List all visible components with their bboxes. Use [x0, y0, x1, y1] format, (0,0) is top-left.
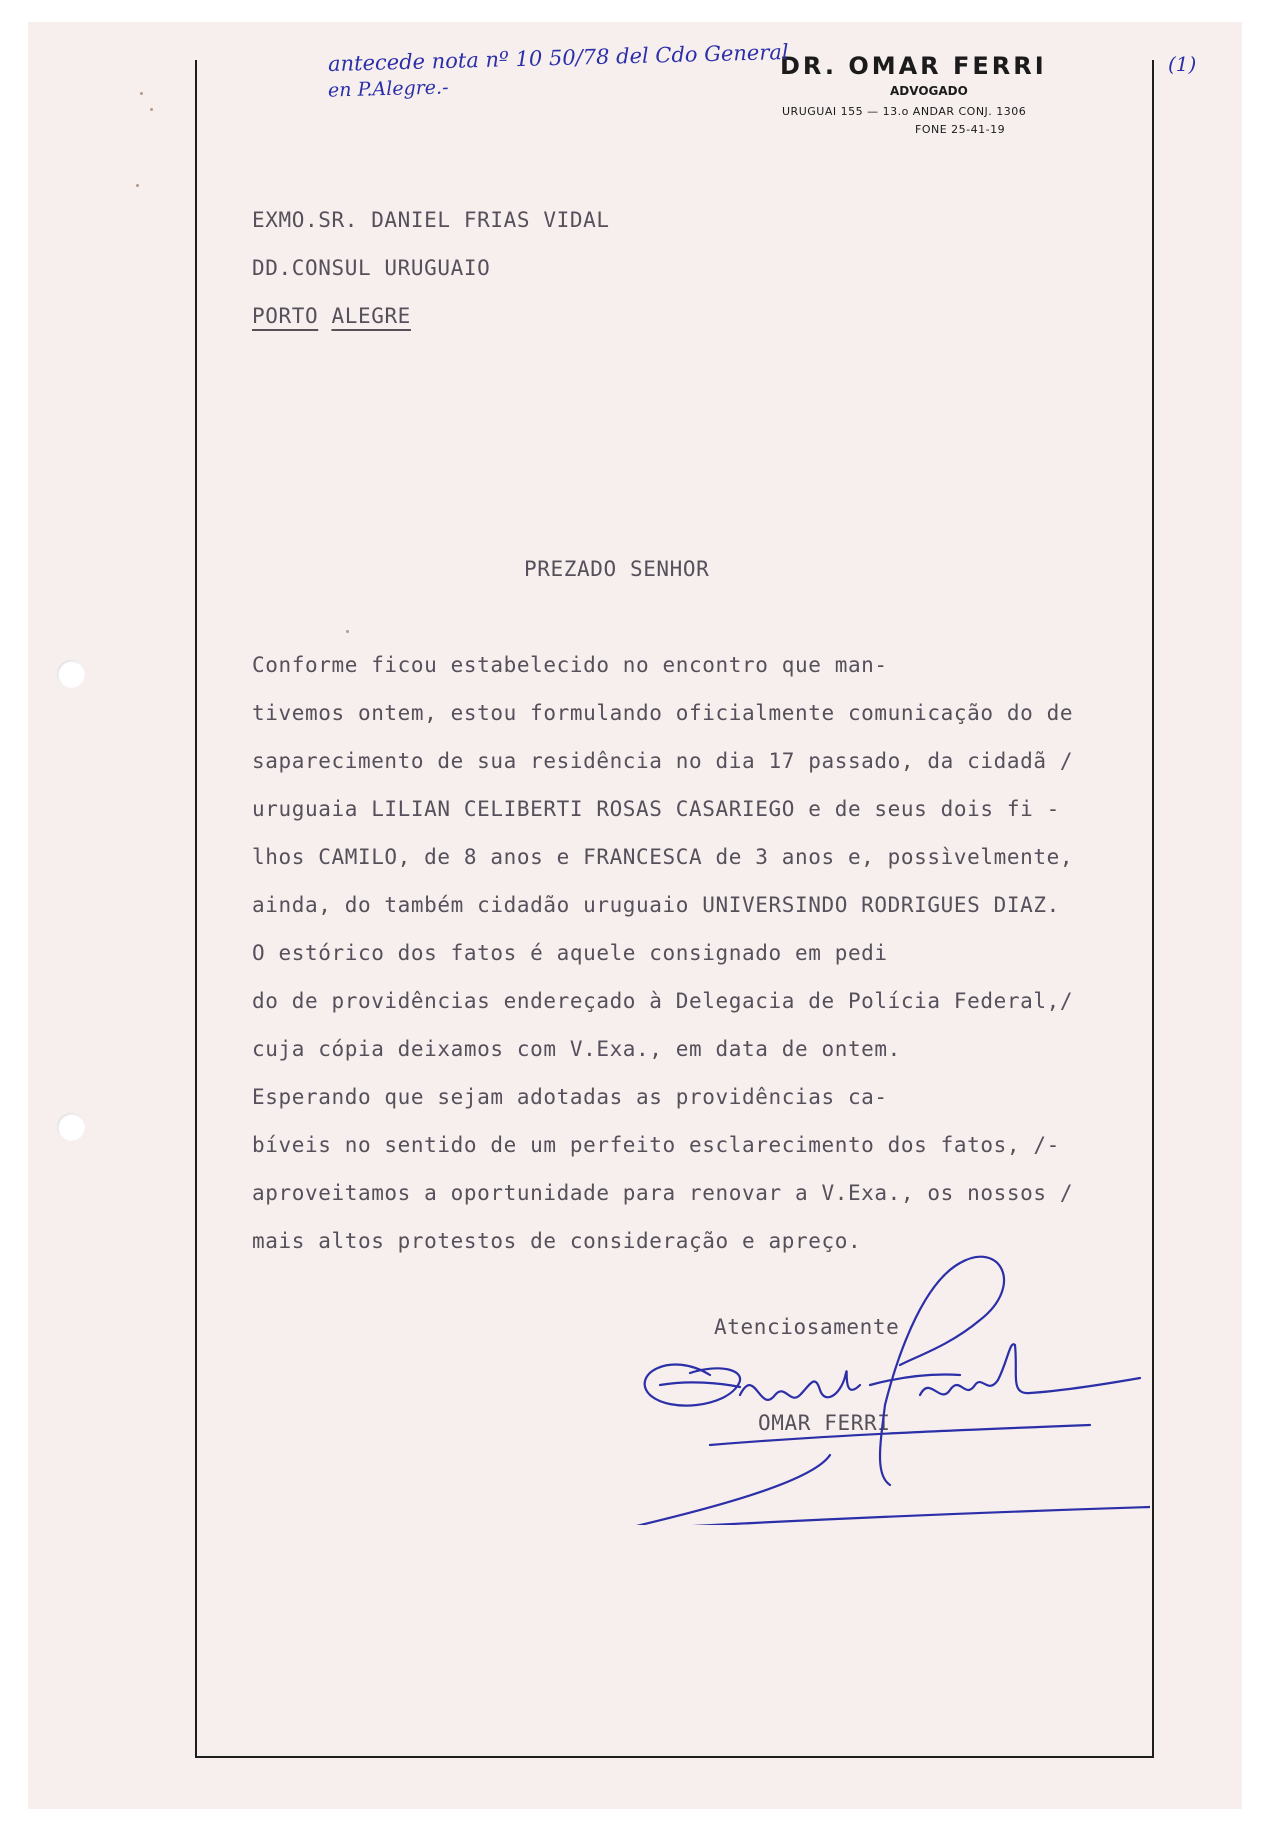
paper-speck	[346, 630, 349, 633]
paper-speck	[136, 184, 139, 187]
bottom-margin-rule	[195, 1756, 1154, 1758]
recipient-city-word-2: ALEGRE	[331, 304, 411, 328]
recipient-name: EXMO.SR. DANIEL FRIAS VIDAL	[252, 208, 610, 232]
body-line: tivemos ontem, estou formulando oficialmente comunicação do de	[252, 701, 1074, 725]
left-margin-rule	[195, 60, 197, 1758]
body-line: lhos CAMILO, de 8 anos e FRANCESCA de 3 anos e, possìvelmente,	[252, 845, 1074, 869]
handwritten-page-number: (1)	[1168, 52, 1197, 76]
body-line: uruguaia LILIAN CELIBERTI ROSAS CASARIEGO e de seus dois fi -	[252, 797, 1060, 821]
letterhead-title: ADVOGADO	[890, 84, 968, 98]
signature-scribble	[630, 1245, 1150, 1525]
letterhead-address: URUGUAI 155 — 13.o ANDAR CONJ. 1306	[782, 105, 1027, 118]
body-line: cuja cópia deixamos com V.Exa., em data de ontem.	[252, 1037, 901, 1061]
handwritten-note-line-2: en P.Alegre.-	[327, 76, 449, 102]
body-line: do de providências endereçado à Delegacia de Polícia Federal,/	[252, 989, 1074, 1013]
handwritten-note-line-1: antecede nota nº 10 50/78 del Cdo General	[327, 39, 789, 77]
letterhead-phone: FONE 25-41-19	[915, 123, 1006, 136]
punch-hole-bottom	[57, 1113, 85, 1141]
punch-hole-top	[57, 660, 85, 688]
body-line: bíveis no sentido de um perfeito esclarecimento dos fatos, /-	[252, 1133, 1060, 1157]
right-margin-rule	[1152, 60, 1154, 1758]
body-line: ainda, do também cidadão uruguaio UNIVERSINDO RODRIGUES DIAZ.	[252, 893, 1060, 917]
paper-speck	[140, 92, 143, 95]
body-line: aproveitamos a oportunidade para renovar a V.Exa., os nossos /	[252, 1181, 1074, 1205]
body-line: Esperando que sejam adotadas as providências ca-	[252, 1085, 888, 1109]
letterhead-name: DR. OMAR FERRI	[780, 52, 1047, 80]
body-line: saparecimento de sua residência no dia 17 passado, da cidadã /	[252, 749, 1074, 773]
paper-speck	[150, 108, 153, 111]
body-line: O estórico dos fatos é aquele consignado em pedi	[252, 941, 888, 965]
recipient-city	[252, 304, 411, 328]
recipient-position: DD.CONSUL URUGUAIO	[252, 256, 491, 280]
salutation: PREZADO SENHOR	[524, 557, 710, 581]
signer-name: OMAR FERRI	[758, 1411, 891, 1435]
recipient-city-word-1: PORTO	[252, 304, 319, 328]
body-line: mais altos protestos de consideração e apreço.	[252, 1229, 862, 1253]
body-line: Conforme ficou estabelecido no encontro que man-	[252, 653, 888, 677]
closing: Atenciosamente	[714, 1315, 900, 1339]
